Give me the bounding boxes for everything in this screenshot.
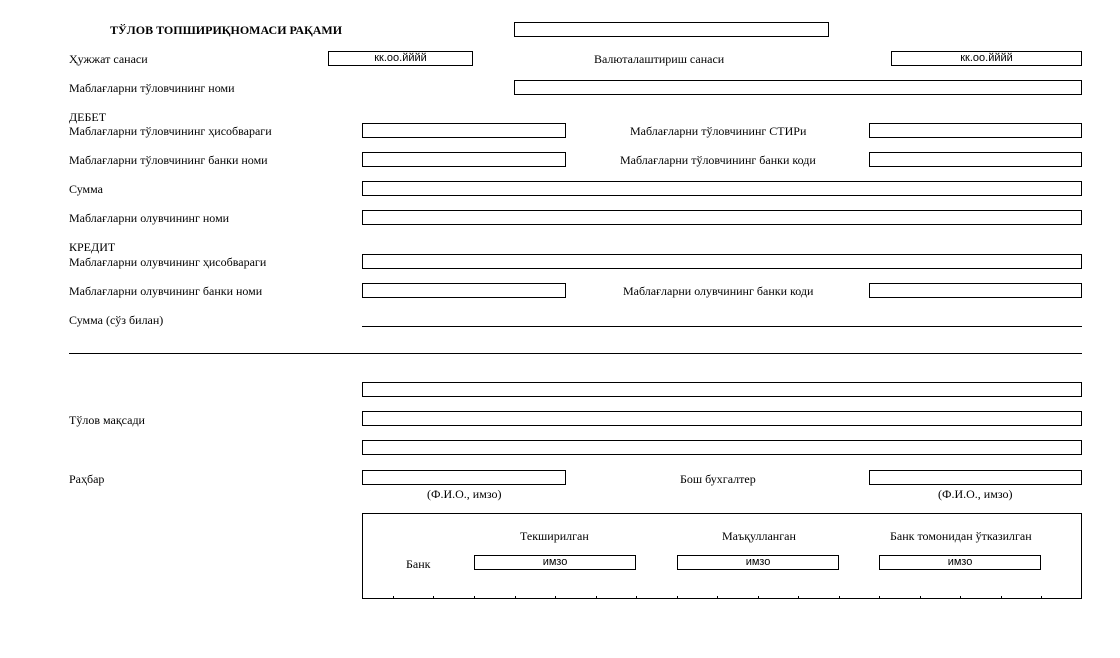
form-title: ТЎЛОВ ТОПШИРИҚНОМАСИ РАҚАМИ [110,23,343,37]
bottom-tick [798,596,799,599]
recipient-bank-code-label: Маблағларни олувчининг банки коди [623,284,814,298]
bottom-tick [636,596,637,599]
bottom-tick [960,596,961,599]
order-number-field[interactable] [514,22,829,37]
approved-sign-field[interactable]: имзо [677,555,839,570]
payer-name-label: Маблағларни тўловчининг номи [69,81,235,95]
value-date-label: Валюталаштириш санаси [594,52,725,66]
checked-sign-field[interactable]: имзо [474,555,636,570]
document-date-label: Ҳужжат санаси [69,52,148,66]
bottom-tick [433,596,434,599]
bottom-tick [920,596,921,599]
purpose-field-2[interactable] [362,411,1082,426]
bottom-tick [717,596,718,599]
bottom-tick [677,596,678,599]
value-date-field[interactable]: кк.оо.йййй [891,51,1082,66]
purpose-field-3[interactable] [362,440,1082,455]
bottom-tick [1041,596,1042,599]
debit-section-label: ДЕБЕТ [69,110,107,124]
accountant-signature-field[interactable] [869,470,1082,485]
recipient-name-field[interactable] [362,210,1082,225]
amount-field[interactable] [362,181,1082,196]
payer-tin-label: Маблағларни тўловчининг СТИРи [630,124,807,138]
document-date-field[interactable]: кк.оо.йййй [328,51,473,66]
bottom-tick [515,596,516,599]
bank-label: Банк [406,557,431,571]
bottom-tick [596,596,597,599]
recipient-account-label: Маблағларни олувчининг ҳисобвараги [69,255,267,269]
payer-bank-name-label: Маблағларни тўловчининг банки номи [69,153,268,167]
bottom-tick [555,596,556,599]
processed-label: Банк томонидан ўтказилган [890,529,1032,543]
amount-words-label: Сумма (сўз билан) [69,313,164,327]
recipient-bank-code-field[interactable] [869,283,1082,298]
recipient-name-label: Маблағларни олувчининг номи [69,211,230,225]
checked-label: Текширилган [520,529,589,543]
accountant-signature-caption: (Ф.И.О., имзо) [938,487,1013,501]
bottom-tick [758,596,759,599]
purpose-label: Тўлов мақсади [69,413,145,427]
bottom-tick [393,596,394,599]
payer-bank-code-label: Маблағларни тўловчининг банки коди [620,153,816,167]
amount-label: Сумма [69,182,103,196]
payer-name-field[interactable] [514,80,1082,95]
credit-section-label: КРЕДИТ [69,240,116,254]
recipient-account-field[interactable] [362,254,1082,269]
payer-bank-name-field[interactable] [362,152,566,167]
payer-account-field[interactable] [362,123,566,138]
processed-sign-field[interactable]: имзо [879,555,1041,570]
payer-tin-field[interactable] [869,123,1082,138]
accountant-label: Бош бухгалтер [680,472,756,486]
recipient-bank-name-label: Маблағларни олувчининг банки номи [69,284,263,298]
amount-words-line[interactable] [362,326,1082,327]
purpose-field-1[interactable] [362,382,1082,397]
bottom-tick [1001,596,1002,599]
bottom-tick [879,596,880,599]
head-signature-caption: (Ф.И.О., имзо) [427,487,502,501]
payer-account-label: Маблағларни тўловчининг ҳисобвараги [69,124,272,138]
bottom-tick [474,596,475,599]
head-label: Раҳбар [69,472,105,486]
bottom-tick [839,596,840,599]
head-signature-field[interactable] [362,470,566,485]
amount-words-line-2[interactable] [69,353,1082,354]
approved-label: Маъқулланган [722,529,796,543]
payer-bank-code-field[interactable] [869,152,1082,167]
recipient-bank-name-field[interactable] [362,283,566,298]
